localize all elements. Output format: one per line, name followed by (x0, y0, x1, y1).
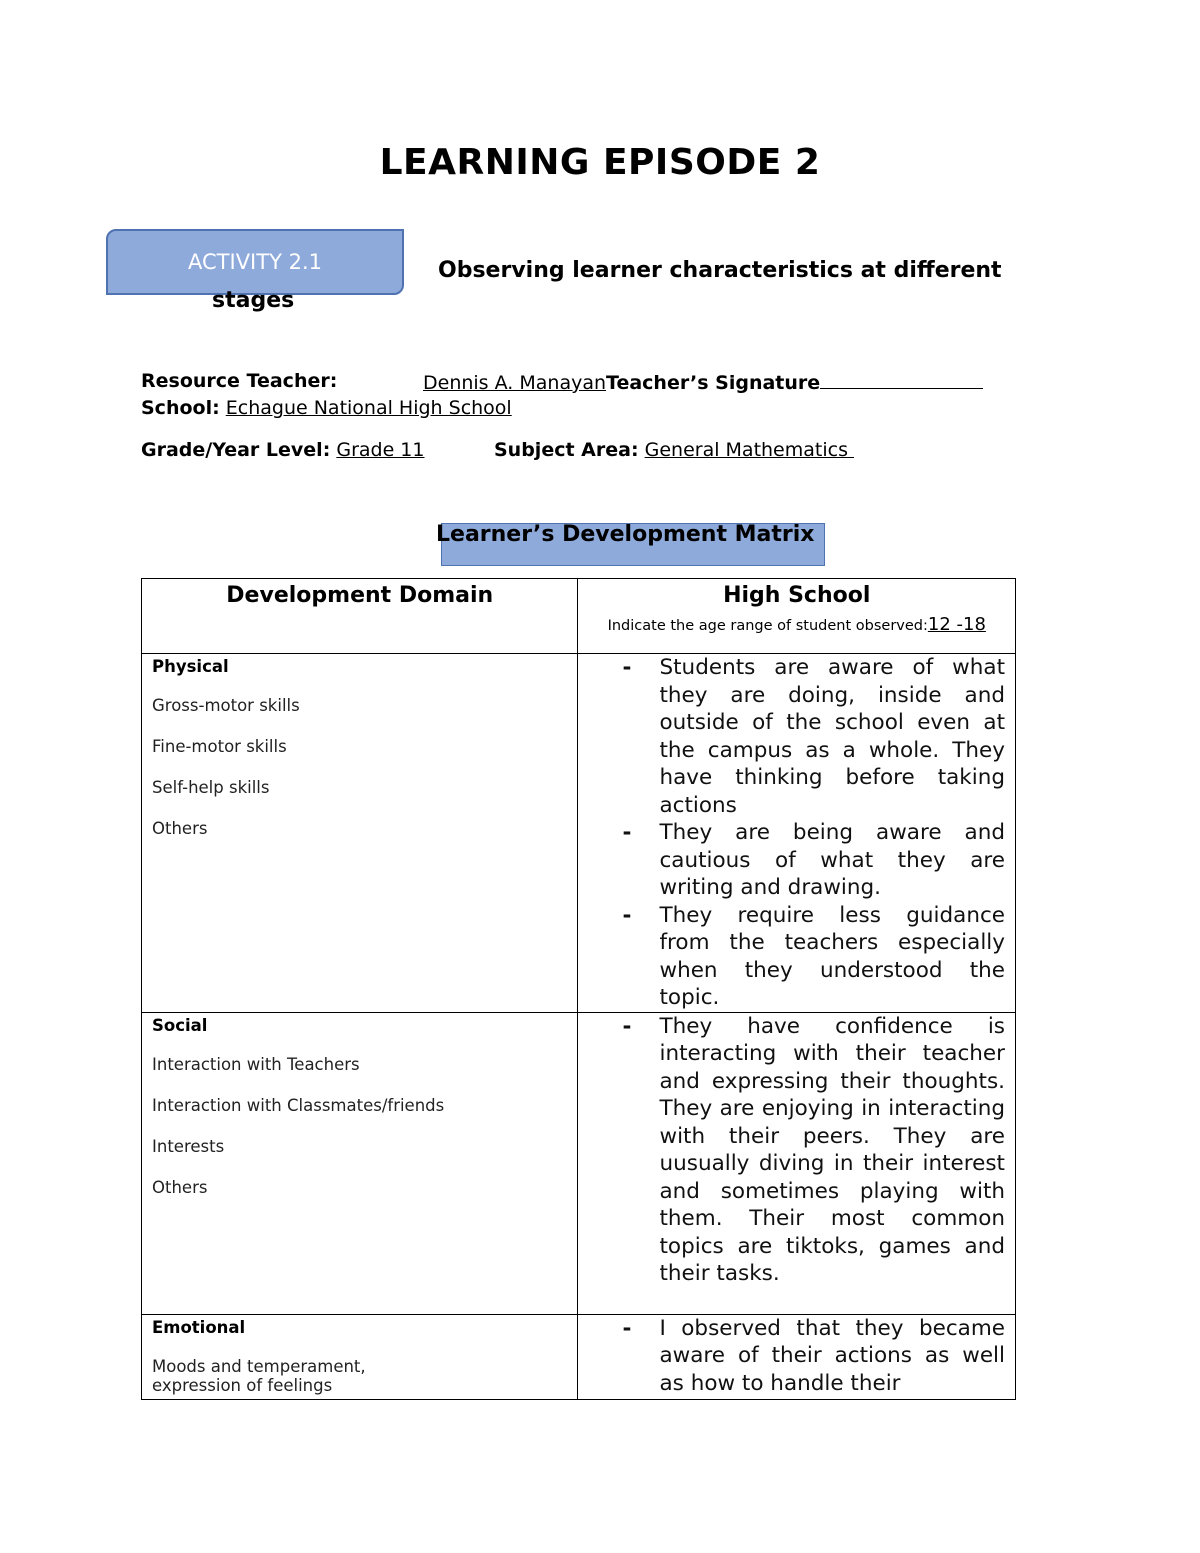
table-row (142, 1314, 1016, 1399)
domain-subitem: Others (152, 1177, 208, 1197)
table-row (142, 654, 1016, 1013)
resource-teacher-label: Resource Teacher: (141, 370, 338, 392)
signature-label: Teacher’s Signature (606, 372, 821, 394)
domain-cell-physical (142, 654, 578, 1013)
activity-label-box (106, 229, 404, 295)
table-row (142, 1012, 1016, 1314)
signature-line (820, 370, 983, 389)
school-line (141, 397, 512, 419)
age-range-prompt: Indicate the age range of student observed: (607, 618, 928, 634)
domain-subitem: Interaction with Classmates/friends (152, 1095, 445, 1115)
observation-cell-emotional (578, 1314, 1016, 1399)
domain-subitem: Interaction with Teachers (152, 1054, 360, 1074)
observation-cell-physical (578, 654, 1016, 1013)
list-item: - They require less guidance from the teachers especially when they understood the topic. (622, 902, 1005, 1010)
domain-cell-emotional (142, 1314, 578, 1399)
school-value: Echague National High School (225, 397, 512, 419)
grade-value: Grade 11 (336, 439, 425, 461)
matrix-title: Learner’s Development Matrix (436, 522, 815, 547)
domain-name: Social (152, 1015, 208, 1035)
subject-line (494, 439, 854, 461)
resource-teacher-value-line (423, 370, 983, 394)
domain-subitem: Gross-motor skills (152, 696, 300, 715)
list-item: - They have confidence is interacting with their teacher and expressing their thoughts. They are enjoying in interacting with their peers. They are uusually diving in their interest and sometimes playing with them. Their most common topics are tiktoks, games and their tasks. (622, 1013, 1005, 1286)
observation-text: I observed that they became aware of their actions as well as how to handle their (659, 1315, 1005, 1396)
header-high-school (578, 579, 1016, 654)
activity-title: Observing learner characteristics at different (438, 258, 1002, 283)
table-header-row (142, 579, 1016, 654)
age-range-line (578, 614, 1015, 635)
grade-line (141, 439, 425, 461)
domain-subitem: Others (152, 819, 208, 838)
observation-text: They are being aware and cautious of what they are writing and drawing. (659, 820, 1005, 900)
resource-teacher-value: Dennis A. Manayan (423, 372, 607, 394)
subject-value: General Mathematics (644, 439, 855, 461)
domain-subitem: Self-help skills (152, 778, 270, 797)
domain-subitem: Interests (152, 1136, 225, 1156)
activity-title-continued: stages (212, 288, 295, 313)
header-development-domain-label: Development Domain (226, 583, 494, 608)
list-item: - They are being aware and cautious of what they are writing and drawing. (622, 820, 1005, 900)
observation-cell-social (578, 1012, 1016, 1314)
development-matrix-table (141, 578, 1016, 1400)
activity-label: ACTIVITY 2.1 (188, 250, 322, 274)
list-item: - Students are aware of what they are doing, inside and outside of the school even at the campus as a whole. They have thinking before taking actions (622, 655, 1005, 818)
domain-subitem: Fine-motor skills (152, 737, 287, 756)
header-high-school-label: High School (723, 583, 871, 608)
observation-text: They require less guidance from the teachers especially when they understood the topic. (659, 902, 1005, 1010)
domain-name: Emotional (152, 1317, 246, 1337)
domain-subitem: Moods and temperament, expression of feelings (152, 1356, 366, 1395)
header-development-domain (142, 579, 578, 654)
observation-text: They have confidence is interacting with their teacher and expressing their thoughts. They are enjoying in interacting with their peers. They are uusually diving in their interest and sometimes playing with them. Their most common topics are tiktoks, games and their tasks. (659, 1013, 1005, 1286)
subject-label: Subject Area: (494, 439, 639, 461)
grade-label: Grade/Year Level: (141, 439, 331, 461)
age-range-value: 12 -18 (927, 614, 986, 635)
resource-teacher-line (141, 370, 337, 392)
school-label: School: (141, 397, 220, 419)
domain-name: Physical (152, 657, 229, 676)
list-item: - I observed that they became aware of their actions as well as how to handle their (622, 1315, 1005, 1396)
observation-text: Students are aware of what they are doing, inside and outside of the school even at the campus as a whole. They have thinking before taking actions (659, 655, 1005, 818)
domain-cell-social (142, 1012, 578, 1314)
document-title: LEARNING EPISODE 2 (379, 142, 821, 183)
